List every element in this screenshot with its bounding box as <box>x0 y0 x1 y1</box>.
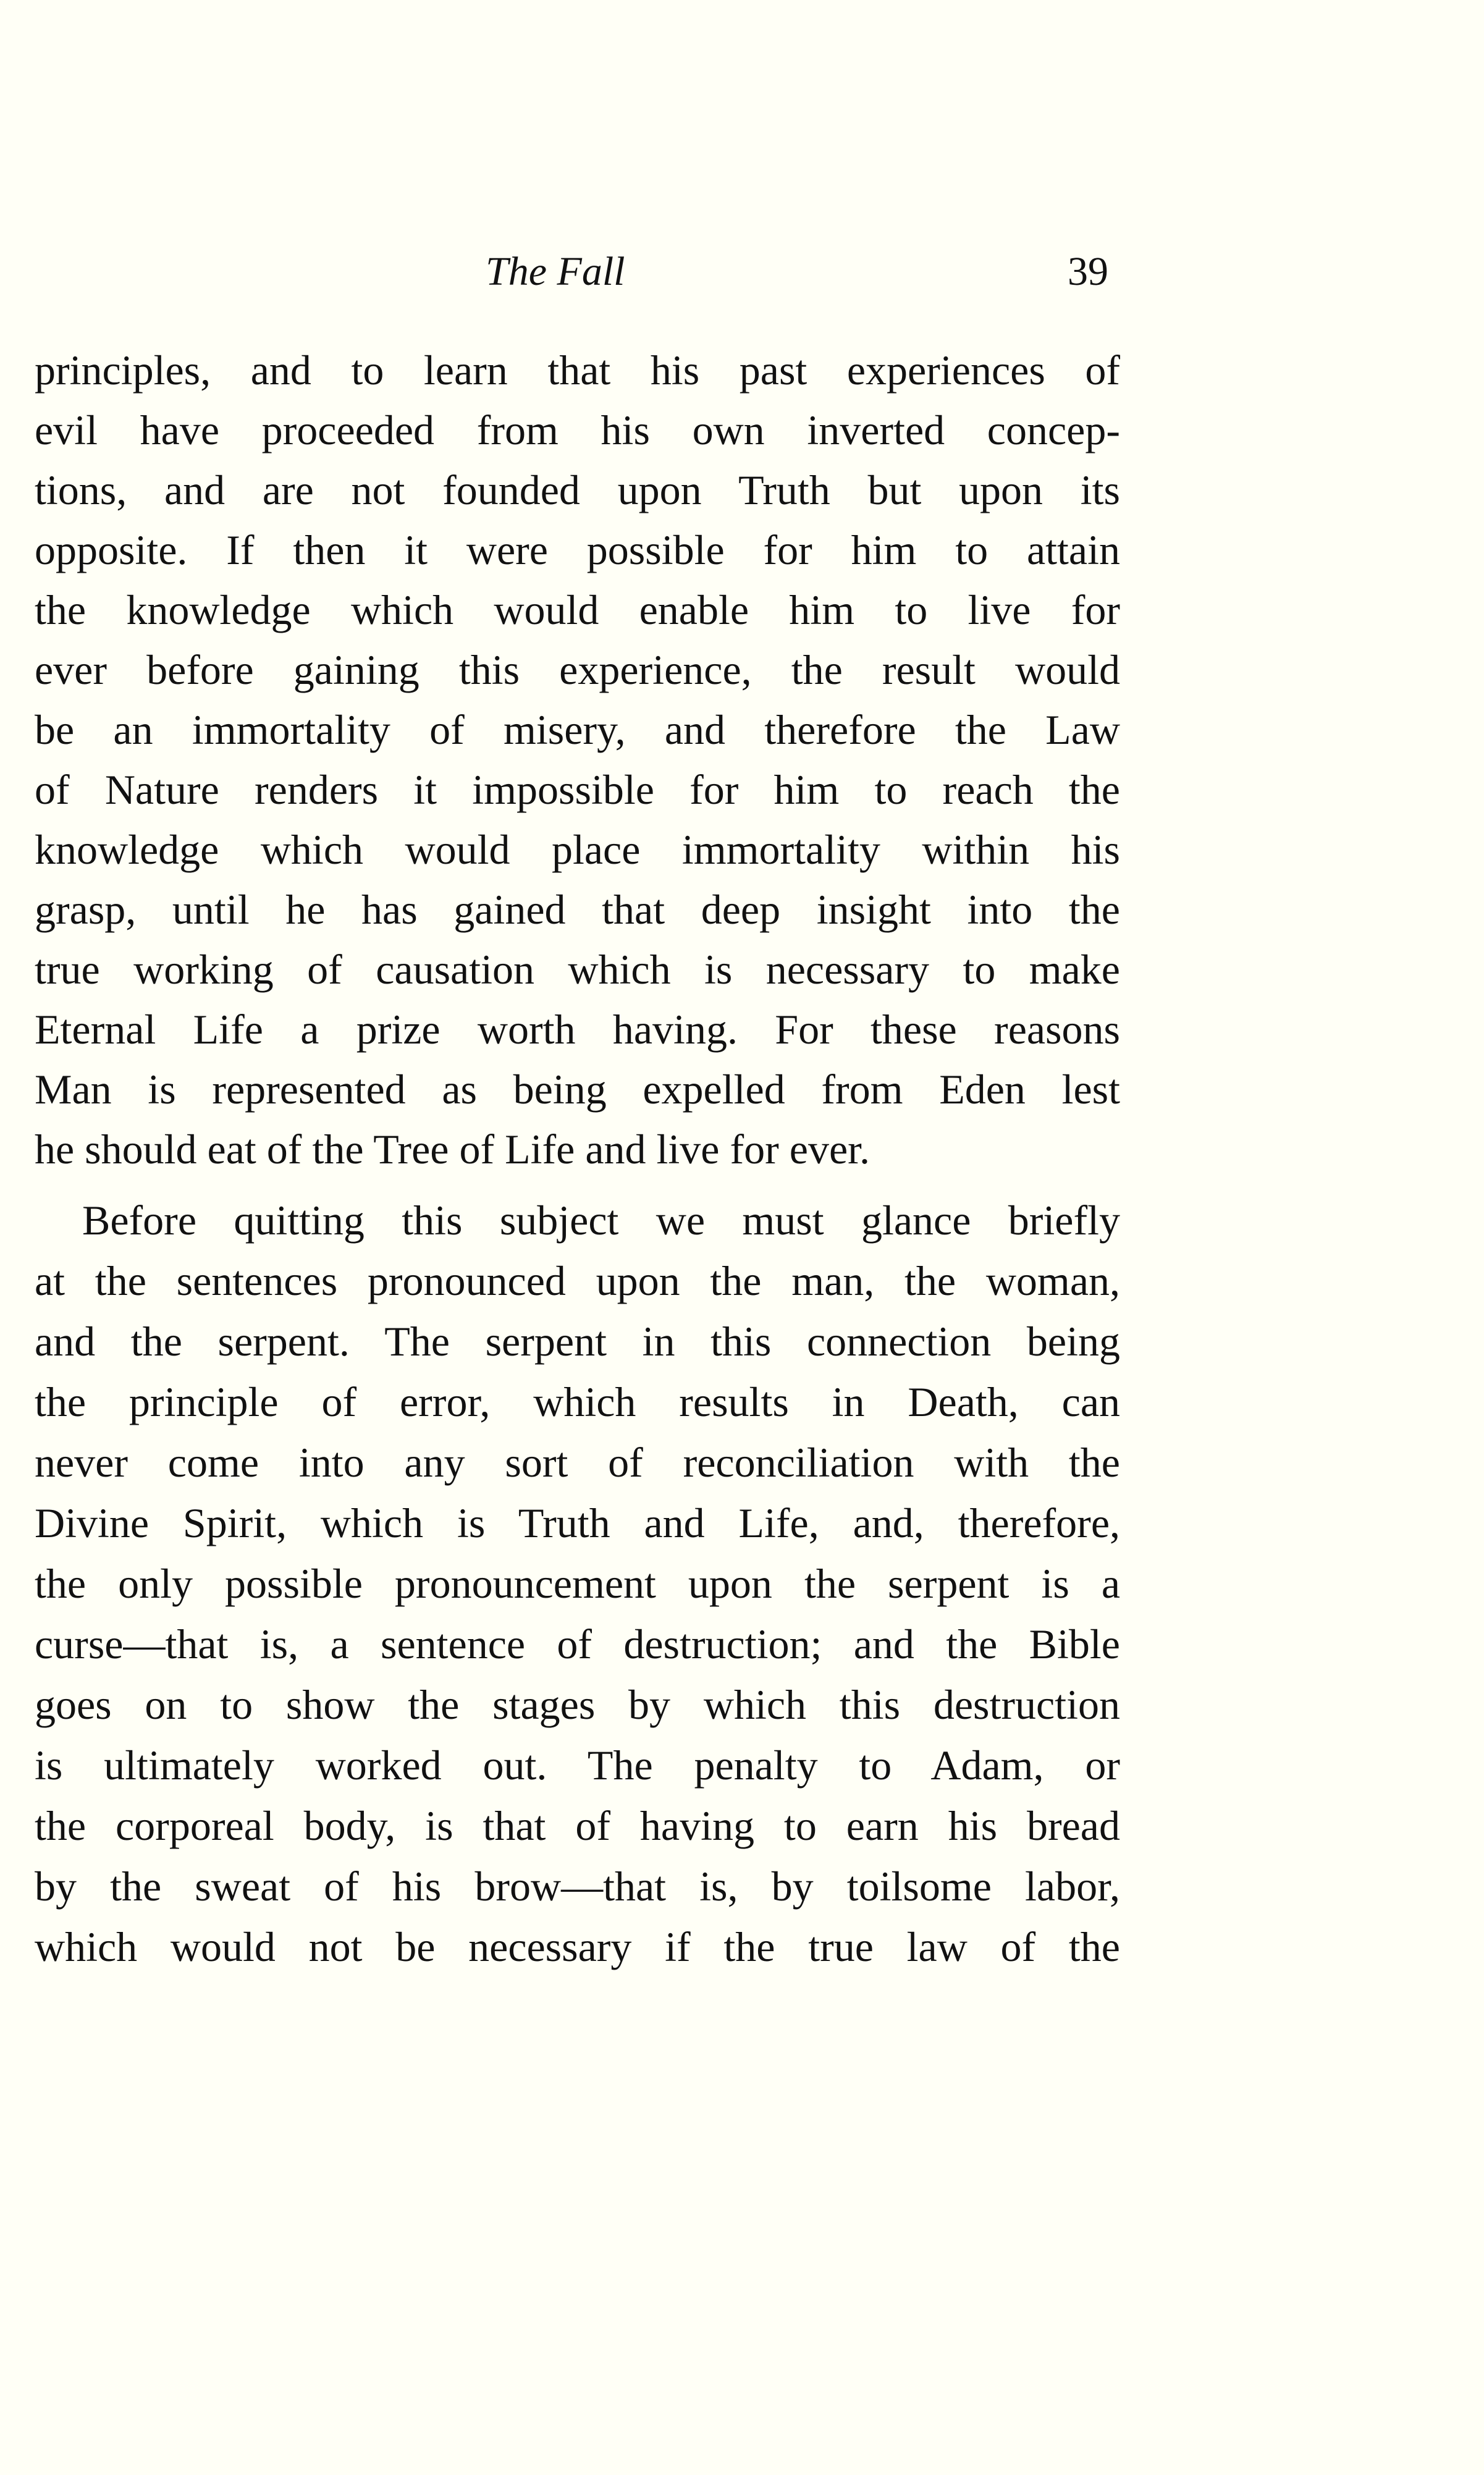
text-line: be an immortality of misery, and therefore the Law <box>35 706 1120 753</box>
text-line: goes on to show the stages by which this destruction <box>35 1681 1120 1728</box>
text-line: curse—that is, a sentence of destruction; and the Bible <box>35 1621 1120 1668</box>
running-head-title: The Fall <box>486 249 625 294</box>
text-line: tions, and are not founded upon Truth but upon its <box>35 466 1120 513</box>
text-line: he should eat of the Tree of Life and live for ever. <box>35 1126 871 1173</box>
text-line: evil have proceeded from his own inverted concep- <box>35 407 1120 453</box>
paragraph-1 <box>35 340 1120 1179</box>
paragraph-2 <box>35 1190 1120 1977</box>
text-line: principles, and to learn that his past experiences of <box>35 347 1120 394</box>
text-line: knowledge which would place immortality within his <box>35 826 1120 873</box>
text-line: the principle of error, which results in Death, can <box>35 1378 1120 1425</box>
text-line: the knowledge which would enable him to live for <box>35 586 1120 633</box>
text-line: the only possible pronouncement upon the serpent is a <box>35 1560 1120 1607</box>
text-line: which would not be necessary if the true law of the <box>35 1923 1120 1970</box>
text-line: is ultimately worked out. The penalty to Adam, or <box>35 1742 1120 1789</box>
text-line: Before quitting this subject we must glance briefly <box>82 1197 1120 1244</box>
text-line: and the serpent. The serpent in this connection being <box>35 1318 1120 1365</box>
text-line: of Nature renders it impossible for him to reach the <box>35 766 1120 813</box>
text-line: never come into any sort of reconciliation with the <box>35 1439 1120 1486</box>
text-line: by the sweat of his brow—that is, by toilsome labor, <box>35 1863 1120 1910</box>
page-number: 39 <box>1068 249 1108 294</box>
text-line: at the sentences pronounced upon the man, the woman, <box>35 1257 1120 1304</box>
text-line: the corporeal body, is that of having to earn his bread <box>35 1802 1120 1849</box>
text-line: Divine Spirit, which is Truth and Life, and, therefore, <box>35 1499 1120 1546</box>
text-line: Man is represented as being expelled from Eden lest <box>35 1066 1120 1113</box>
text-line: ever before gaining this experience, the result would <box>35 646 1120 693</box>
text-line: Eternal Life a prize worth having. For these reasons <box>35 1006 1120 1053</box>
text-line: grasp, until he has gained that deep insight into the <box>35 886 1120 933</box>
text-line: true working of causation which is necessary to make <box>35 946 1120 993</box>
text-line: opposite. If then it were possible for him to attain <box>35 526 1120 573</box>
